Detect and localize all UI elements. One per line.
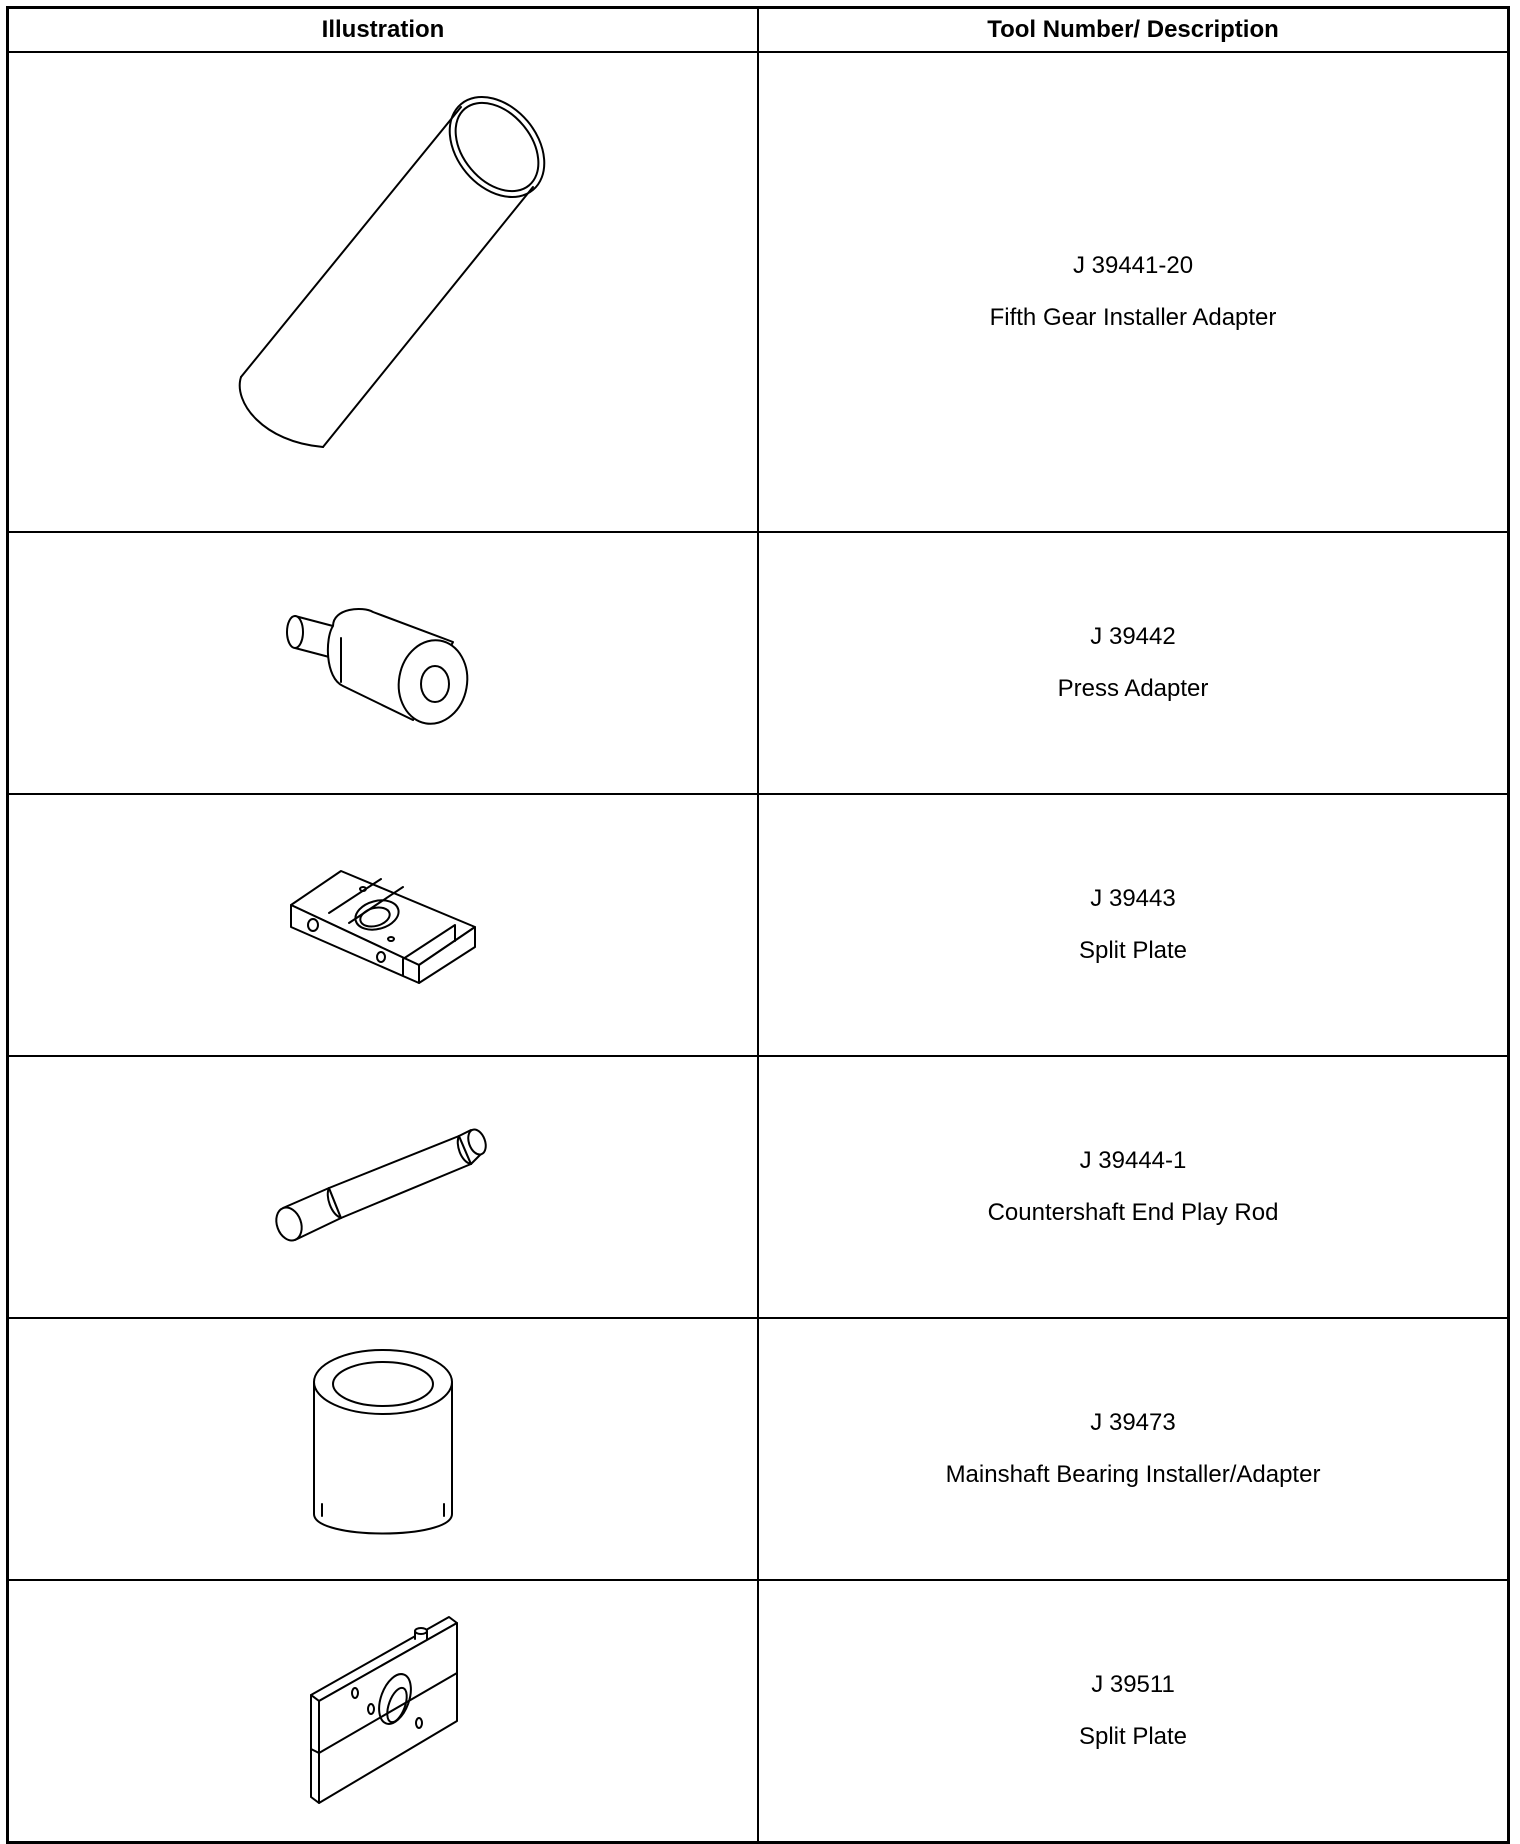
header-row xyxy=(8,8,1509,53)
illustration-cell xyxy=(8,1318,759,1580)
tools-table xyxy=(6,6,1510,1844)
tool-description: Mainshaft Bearing Installer/Adapter xyxy=(945,1461,1321,1488)
description-cell xyxy=(758,1318,1509,1580)
long-tube-icon xyxy=(203,92,563,492)
tool-number: J 39443 xyxy=(1090,885,1176,912)
tool-description: Split Plate xyxy=(1078,937,1188,964)
tool-number: J 39511 xyxy=(1091,1670,1175,1698)
short-cylinder-icon xyxy=(308,1344,458,1554)
illustration-cell xyxy=(8,794,759,1056)
tool-description: Fifth Gear Installer Adapter xyxy=(989,304,1277,331)
table-row xyxy=(8,1056,1509,1318)
illustration-cell xyxy=(8,1580,759,1842)
flat-split-plate-icon xyxy=(283,865,483,985)
stepped-adapter-icon xyxy=(283,598,483,728)
table-row xyxy=(8,52,1509,532)
table-row xyxy=(8,532,1509,794)
upright-split-plate-icon xyxy=(303,1611,463,1811)
tool-number: J 39441-20 xyxy=(1072,252,1194,279)
description-cell xyxy=(758,52,1509,532)
table-row xyxy=(8,1318,1509,1580)
description-cell xyxy=(758,794,1509,1056)
illustration-cell xyxy=(8,532,759,794)
description-cell xyxy=(758,1056,1509,1318)
tool-number: J 39444-1 xyxy=(1079,1147,1187,1174)
description-header: Tool Number/ Description xyxy=(758,8,1509,53)
illustration-cell xyxy=(8,1056,759,1318)
description-cell xyxy=(758,532,1509,794)
tool-description: Press Adapter xyxy=(1057,675,1209,702)
tool-description: Split Plate xyxy=(1078,1722,1188,1750)
illustration-cell xyxy=(8,52,759,532)
tool-description: Countershaft End Play Rod xyxy=(987,1199,1279,1226)
table-row xyxy=(8,794,1509,1056)
description-cell xyxy=(758,1580,1509,1842)
table-row xyxy=(8,1580,1509,1842)
rod-icon xyxy=(273,1122,493,1252)
illustration-header: Illustration xyxy=(8,8,759,53)
tool-number: J 39442 xyxy=(1090,623,1176,650)
tool-number: J 39473 xyxy=(1090,1409,1176,1436)
